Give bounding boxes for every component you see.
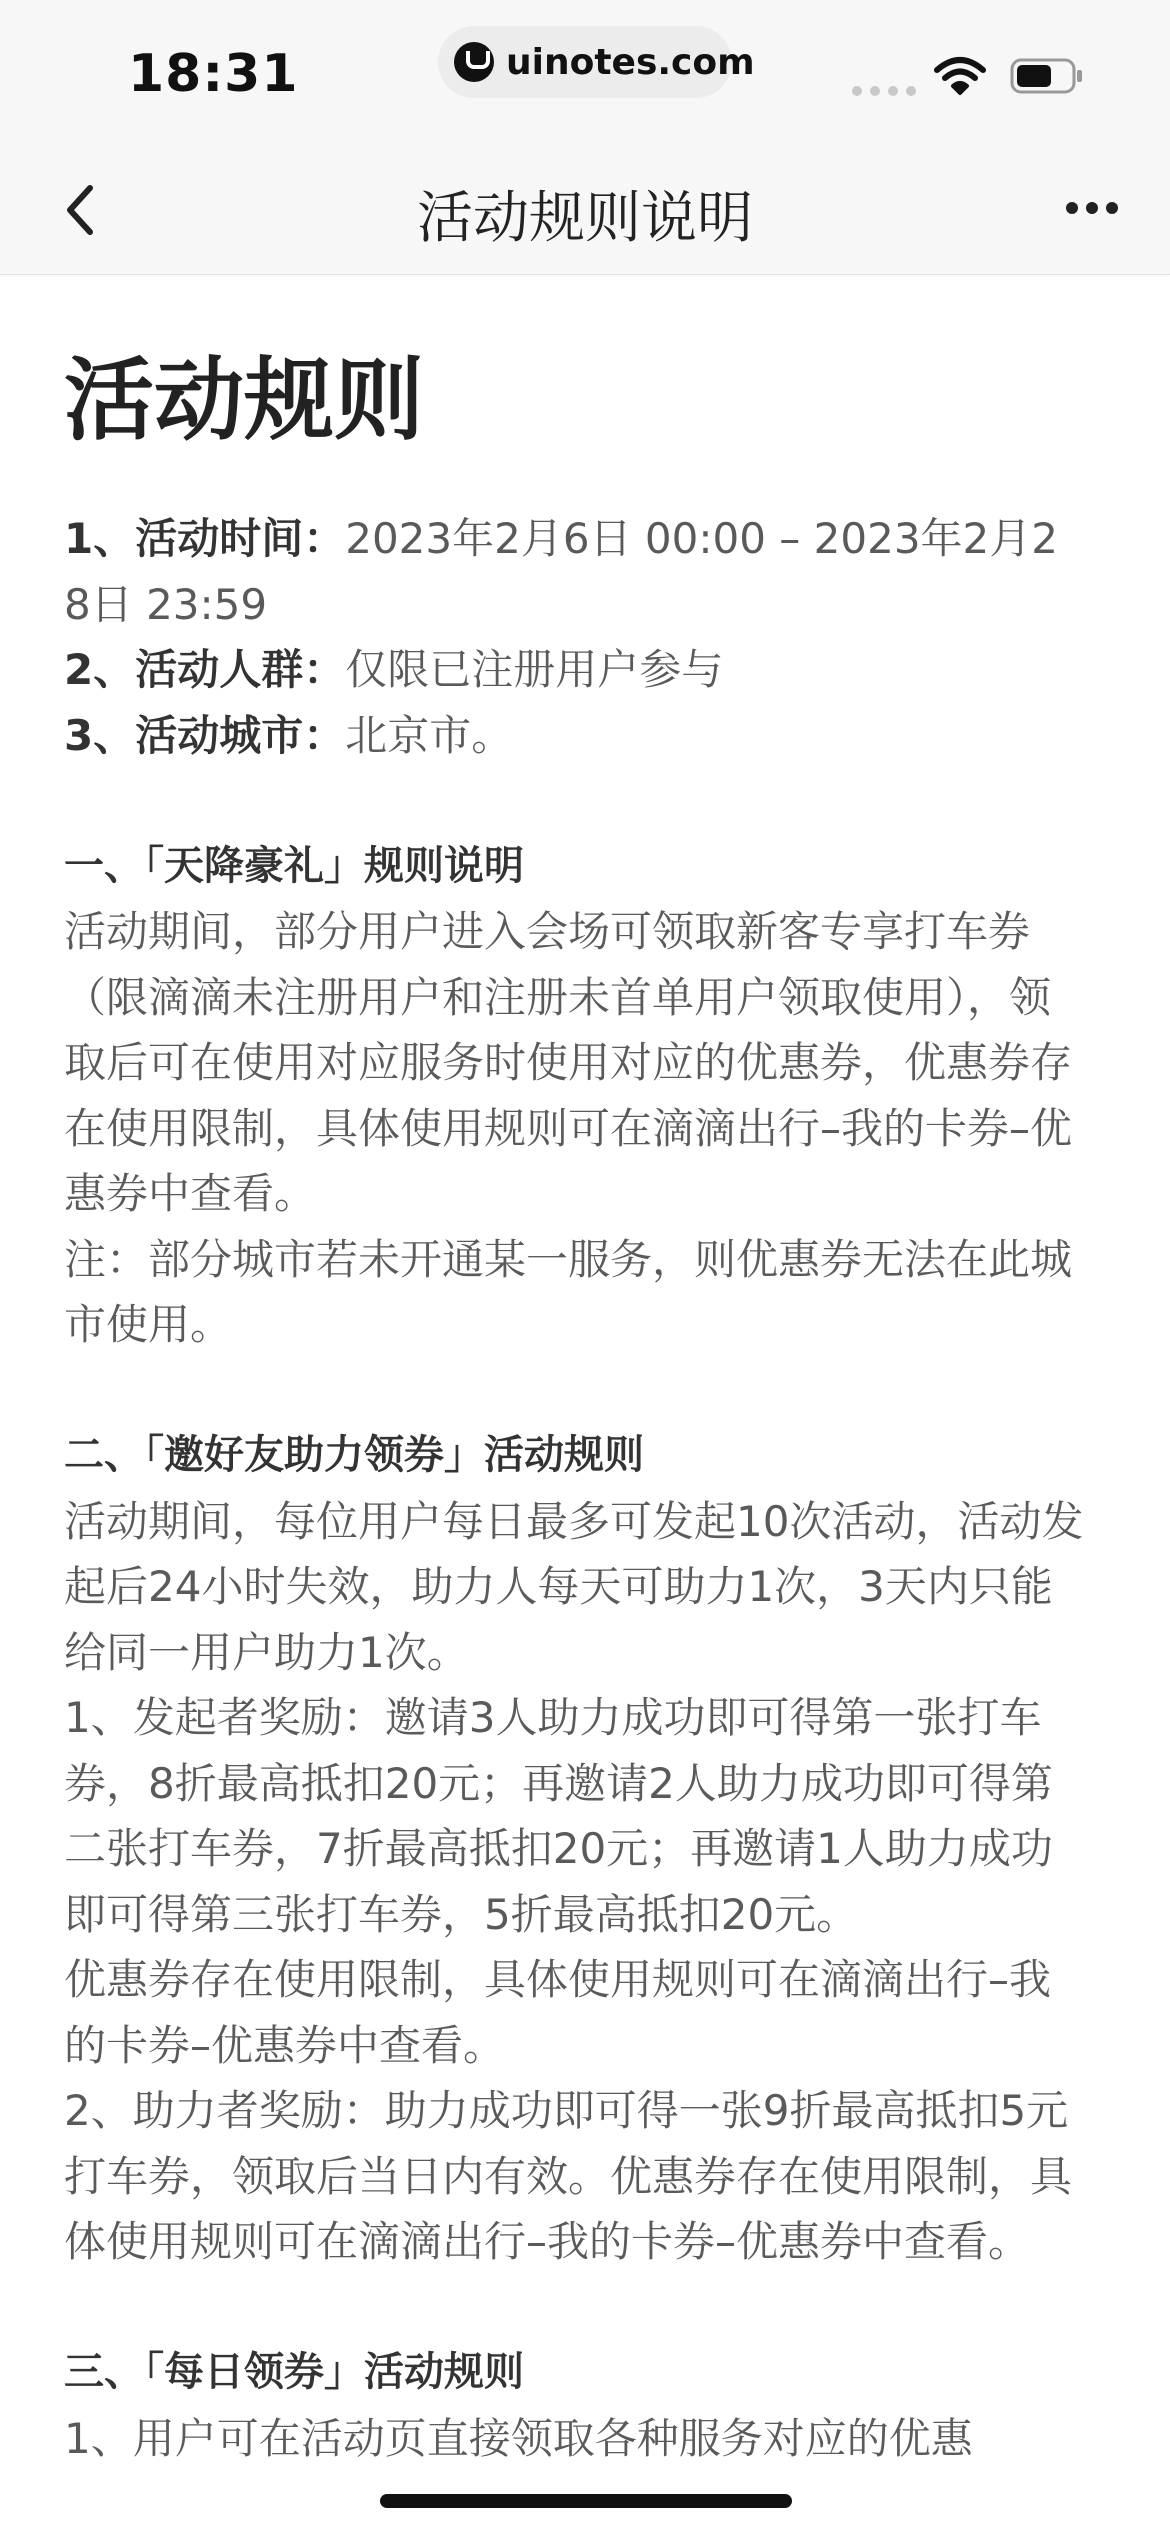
section-paragraph: 活动期间，部分用户进入会场可领取新客专享打车券（限滴滴未注册用户和注册未首单用户领取使用），领取后可在使用对应服务时使用对应的优惠券，优惠券存在使用限制，具体使用规则可在滴滴出行–我的卡券–优惠券中查看。: [64, 907, 1073, 1218]
home-indicator[interactable]: [380, 2494, 792, 2508]
nav-bar: [0, 140, 1170, 275]
section-note: 注：部分城市若未开通某一服务，则优惠券无法在此城市使用。: [64, 1234, 1073, 1349]
info-audience-label: 2、活动人群：: [64, 645, 346, 694]
site-logo-icon: [454, 42, 494, 82]
section-paragraph: 活动期间，每位用户每日最多可发起10次活动，活动发起后24小时失效，助力人每天可助力1次，3天内只能给同一用户助力1次。: [64, 1496, 1084, 1677]
page-title: 活动规则: [64, 348, 424, 453]
info-city: [64, 703, 1084, 769]
section-invite: [64, 1423, 1084, 2275]
section-paragraph: 优惠券存在使用限制，具体使用规则可在滴滴出行–我的卡券–优惠券中查看。: [64, 1955, 1052, 2070]
url-text: uinotes.com: [506, 41, 755, 83]
info-time-label: 1、活动时间：: [64, 514, 346, 563]
section-heading: 一、「天降豪礼」规则说明: [64, 842, 524, 889]
section-gift: [64, 834, 1084, 1358]
cellular-signal-icon: [852, 86, 916, 96]
info-audience-value: 仅限已注册用户参与: [345, 645, 724, 694]
status-time: 18:31: [128, 44, 299, 104]
info-time: [64, 506, 1084, 637]
more-options-icon[interactable]: [1064, 196, 1120, 220]
section-heading: 三、「每日领券」活动规则: [64, 2349, 524, 2395]
info-city-label: 3、活动城市：: [64, 710, 346, 760]
section-heading: 二、「邀好友助力领券」活动规则: [64, 1432, 644, 1478]
section-daily: [64, 2340, 1084, 2471]
status-bar: [0, 0, 1170, 140]
wifi-icon: [934, 56, 986, 96]
battery-icon: [1010, 58, 1084, 94]
info-time-value: 2023年2月6日 00:00 – 2023年2月28日 23:59: [64, 514, 1058, 629]
nav-title: 活动规则说明: [417, 186, 753, 251]
info-city-value: 北京市。: [345, 710, 514, 760]
info-audience: [64, 637, 1084, 703]
section-paragraph: 1、发起者奖励：邀请3人助力成功即可得第一张打车券，8折最高抵扣20元；再邀请2人助力成功即可得第二张打车券，7折最高抵扣20元；再邀请1人助力成功即可得第三张打车券，5折最高抵扣20元。: [64, 1693, 1053, 1939]
section-paragraph: 1、用户可在活动页直接领取各种服务对应的优惠: [64, 2413, 973, 2463]
url-pill[interactable]: [438, 26, 755, 98]
section-paragraph: 2、助力者奖励：助力成功即可得一张9折最高抵扣5元打车券，领取后当日内有效。优惠券存在使用限制，具体使用规则可在滴滴出行–我的卡券–优惠券中查看。: [64, 2086, 1073, 2266]
rules-content: [64, 274, 1084, 2471]
activity-info: [64, 506, 1084, 768]
